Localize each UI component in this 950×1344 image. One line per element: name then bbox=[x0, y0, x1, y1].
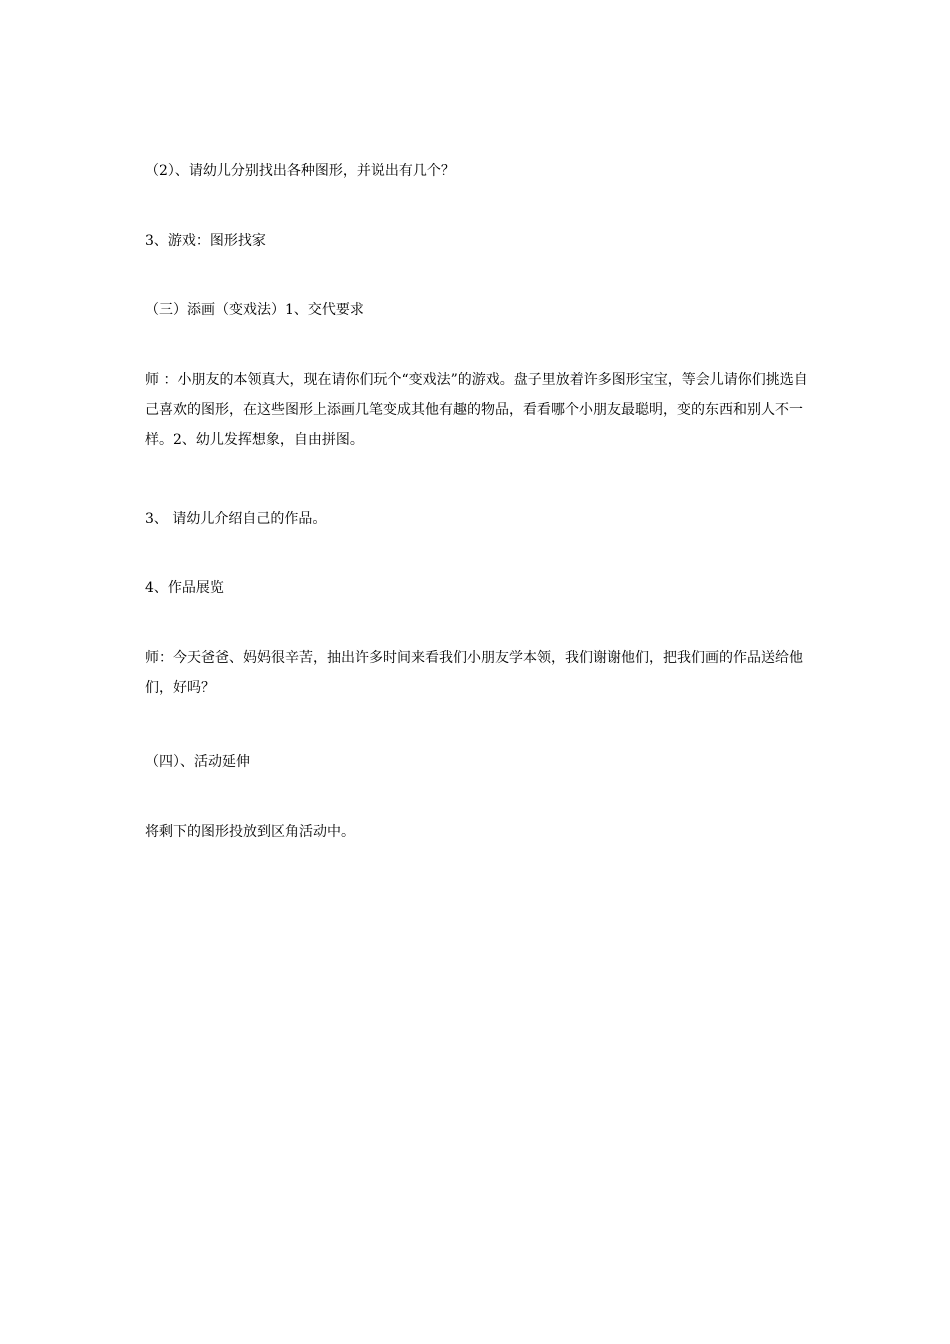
paragraph-exhibition: 4、作品展览 bbox=[145, 580, 224, 596]
paragraph-teacher-instructions: 师 ：小朋友的本领真大，现在请你们玩个“变戏法”的游戏。盘子里放着许多图形宝宝，等会儿请你们挑选自己喜欢的图形，在这些图形上添画几笔变成其他有趣的物品，看看哪个小朋友最聪明，变的东西和别人不一样。2、幼儿发挥想象，自由拼图。 bbox=[145, 372, 808, 448]
paragraph-teacher-thanks: 师：今天爸爸、妈妈很辛苦，抽出许多时间来看我们小朋友学本领，我们谢谢他们，把我们画的作品送给他们，好吗？ bbox=[145, 650, 803, 696]
paragraph-introduce-works: 3、 请幼儿介绍自己的作品。 bbox=[145, 511, 327, 527]
heading-section-four: （四）、活动延伸 bbox=[145, 754, 250, 770]
paragraph-find-shapes: （2）、请幼儿分别找出各种图形，并说出有几个？ bbox=[145, 163, 455, 179]
heading-section-three: （三）添画（变戏法）1、交代要求 bbox=[145, 302, 364, 318]
paragraph-game-shapes-home: 3、游戏：图形找家 bbox=[145, 233, 266, 249]
paragraph-extension: 将剩下的图形投放到区角活动中。 bbox=[145, 824, 355, 840]
